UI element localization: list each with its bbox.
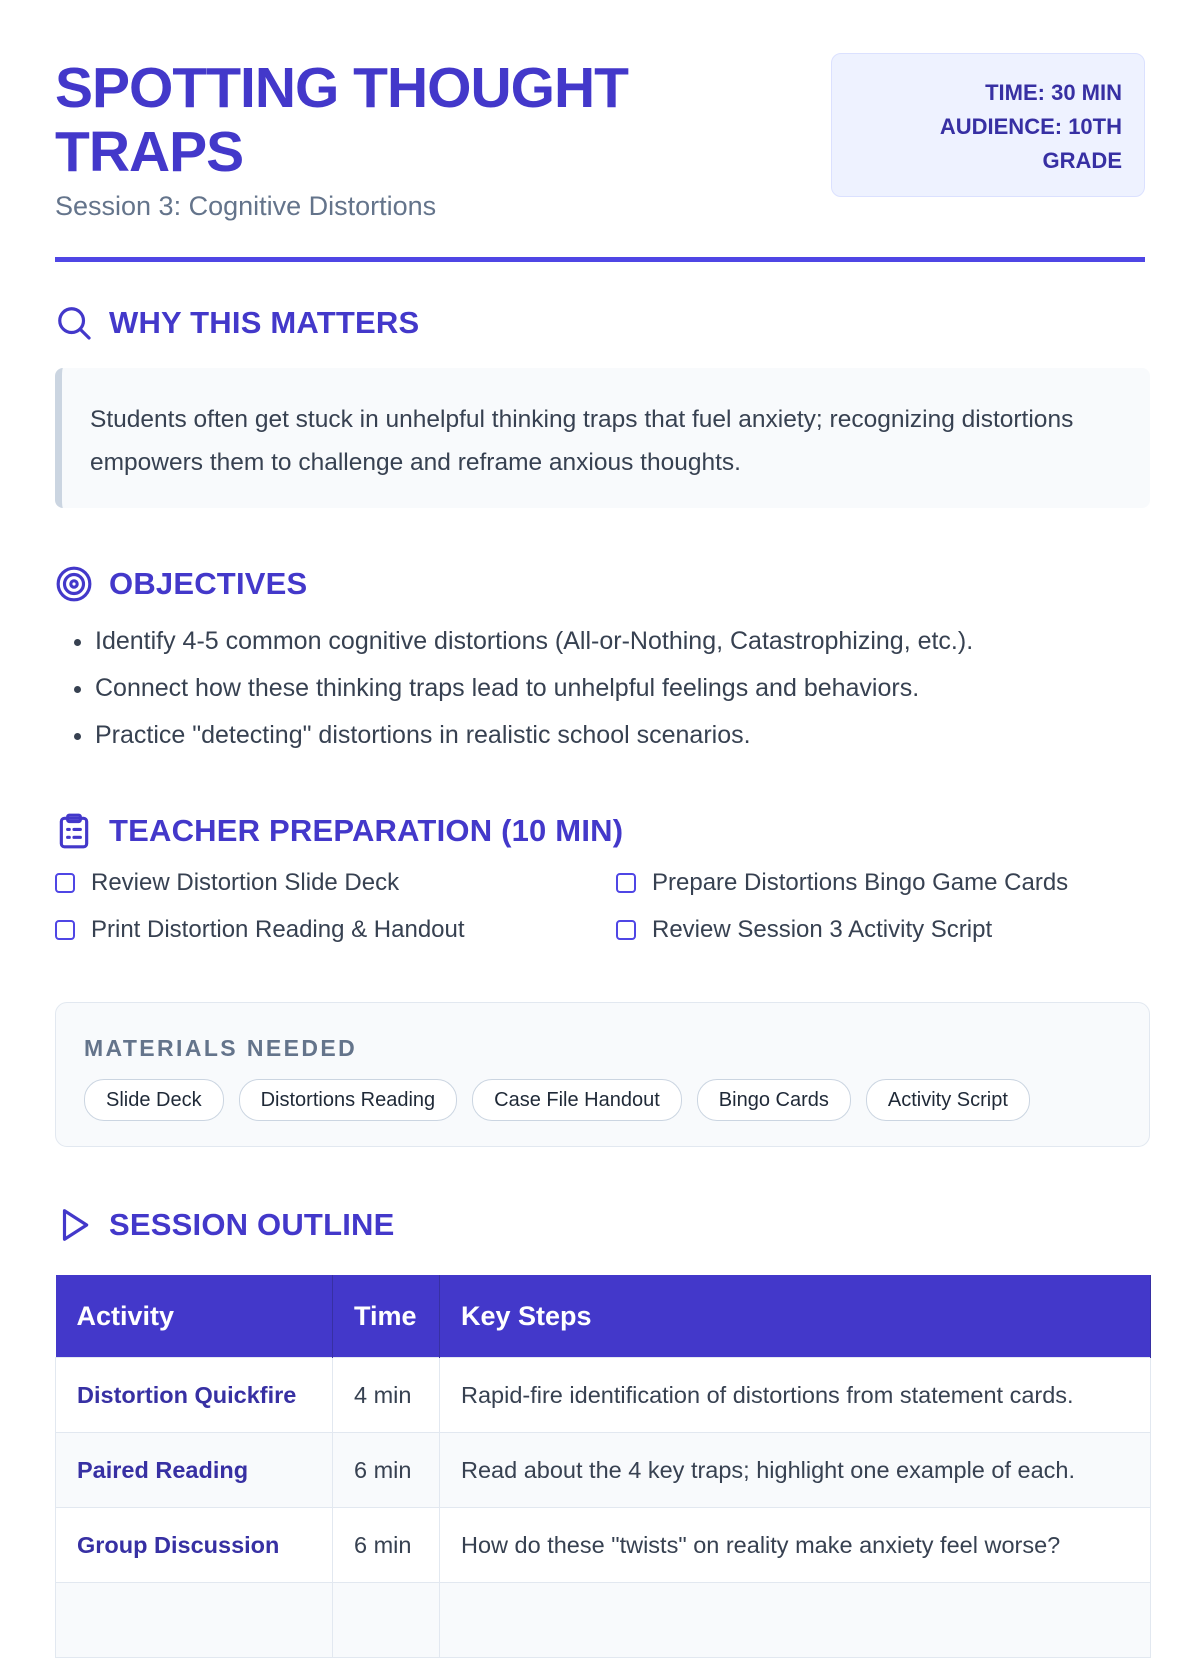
column-header-key-steps: Key Steps [440, 1275, 1151, 1358]
checkbox[interactable] [616, 873, 636, 893]
checkbox[interactable] [55, 920, 75, 940]
column-header-time: Time [333, 1275, 440, 1358]
table-header-row [56, 1275, 1151, 1358]
objective-item: • Practice "detecting" distortions in realistic school scenarios. [95, 712, 1185, 759]
session-meta-box [831, 53, 1145, 197]
material-chip: Activity Script [866, 1079, 1030, 1121]
prep-item-label: Prepare Distortions Bingo Game Cards [652, 869, 1069, 896]
materials-panel [55, 1002, 1150, 1147]
material-chip: Case File Handout [472, 1079, 682, 1121]
prep-item-label: Review Session 3 Activity Script [652, 916, 993, 943]
page-title: SPOTTING THOUGHT TRAPS [55, 56, 628, 184]
prep-checklist-item[interactable] [616, 869, 1068, 897]
prep-checklist-item[interactable] [616, 916, 992, 944]
time-cell: 4 min [333, 1358, 440, 1433]
meta-time: TIME: 30 MIN [985, 80, 1122, 105]
page-subtitle: Session 3: Cognitive Distortions [55, 191, 437, 221]
prep-item-label: Review Distortion Slide Deck [91, 869, 400, 896]
meta-audience-line2: GRADE [1042, 148, 1122, 173]
objectives-list [55, 618, 1185, 759]
why-heading-row [55, 304, 419, 342]
outline-heading: SESSION OUTLINE [109, 1207, 395, 1242]
material-chip: Bingo Cards [697, 1079, 851, 1121]
why-text: Students often get stuck in unhelpful thinking traps that fuel anxiety; recognizing distortions empowers them to challenge and reframe anxious thoughts. [55, 368, 1150, 508]
time-cell: 6 min [333, 1433, 440, 1508]
steps-cell: Rapid-fire identification of distortions from statement cards. [440, 1358, 1151, 1433]
why-heading: WHY THIS MATTERS [109, 305, 420, 340]
checkbox[interactable] [55, 873, 75, 893]
prep-item-label: Print Distortion Reading & Handout [91, 916, 465, 943]
prep-checklist-item[interactable] [55, 916, 465, 944]
activity-cell [56, 1583, 333, 1658]
prep-checklist-item[interactable] [55, 869, 399, 897]
steps-cell [440, 1583, 1151, 1658]
material-chip: Distortions Reading [239, 1079, 458, 1121]
play-icon [55, 1206, 93, 1244]
outline-heading-row [55, 1206, 394, 1244]
activity-cell: Group Discussion [56, 1508, 333, 1583]
clipboard-icon [55, 812, 93, 850]
objective-item: • Identify 4-5 common cognitive distortions (All-or-Nothing, Catastrophizing, etc.). [95, 618, 1185, 665]
materials-chip-list [84, 1079, 1149, 1121]
objectives-heading-row [55, 565, 307, 603]
search-icon [55, 304, 93, 342]
objectives-heading: OBJECTIVES [109, 566, 308, 601]
session-outline-table [55, 1275, 1151, 1658]
header [55, 0, 1145, 262]
material-chip: Slide Deck [84, 1079, 224, 1121]
target-icon [55, 565, 93, 603]
steps-cell: How do these "twists" on reality make anxiety feel worse? [440, 1508, 1151, 1583]
prep-heading: TEACHER PREPARATION (10 MIN) [109, 813, 624, 848]
activity-cell: Paired Reading [56, 1433, 333, 1508]
time-cell: 6 min [333, 1508, 440, 1583]
materials-label: MATERIALS NEEDED [84, 1035, 358, 1061]
table-row [56, 1583, 1151, 1658]
steps-cell: Read about the 4 key traps; highlight one example of each. [440, 1433, 1151, 1508]
checkbox[interactable] [616, 920, 636, 940]
prep-heading-row [55, 812, 623, 850]
meta-audience-line1: AUDIENCE: 10TH [939, 114, 1122, 139]
column-header-activity: Activity [56, 1275, 333, 1358]
objective-item: • Connect how these thinking traps lead to unhelpful feelings and behaviors. [95, 665, 1185, 712]
table-row [56, 1433, 1151, 1508]
table-row [56, 1508, 1151, 1583]
table-row [56, 1358, 1151, 1433]
time-cell [333, 1583, 440, 1658]
activity-cell: Distortion Quickfire [56, 1358, 333, 1433]
